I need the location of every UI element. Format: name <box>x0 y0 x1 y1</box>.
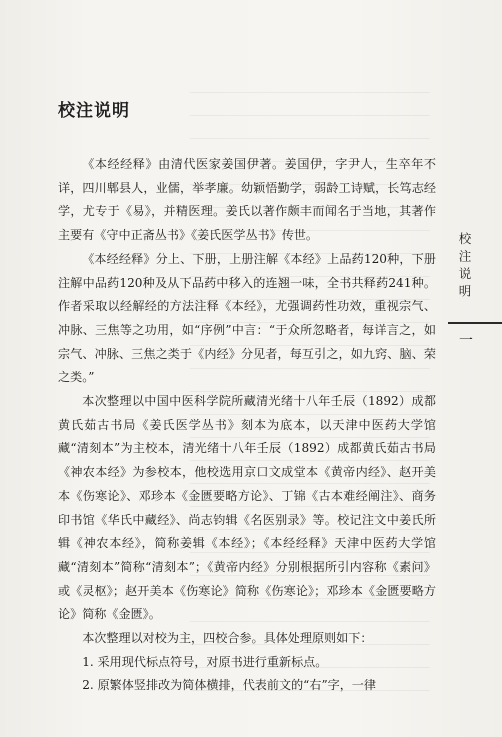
paragraph-editions: 本次整理以中国中医科学院所藏清光绪十八年壬辰（1892）成都黄氏茹古书局《姜氏医学丛书》刻本为底本，以天津中医药大学馆藏“清刻本”为主校本，清光绪十八年壬辰（1892）成都黄氏茹古书局《神农本经》为参校本，他校选用京口文成堂本《黄帝内经》、赵开美本《伤寒论》、邓珍本《金匮要略方论》、丁锦《古本难经阐注》、商务印书馆《华氏中藏经》、尚志钧辑《名医别录》等。校记注文中姜氏所辑《神农本经》，简称姜辑《本经》；《本经经释》天津中医药大学馆藏“清刻本”简称“清刻本”；《黄帝内经》分别根据所引内容称《素问》或《灵枢》；赵开美本《伤寒论》简称《伤寒论》；邓珍本《金匮要略方论》简称《金匮》。 <box>58 394 436 622</box>
section-title: 校注说明 <box>58 101 130 121</box>
running-section-label: 校注说明 <box>457 232 472 302</box>
paragraph-principles-intro: 本次整理以对校为主，四校合参。具体处理原则如下： <box>82 631 373 646</box>
paragraph-author-intro: 《本经经释》由清代医家姜国伊著。姜国伊，字尹人，生卒年不详，四川郫县人，业儒，举孝廉。幼颖悟勤学，弱龄工诗赋，长笃志经学，尤专于《易》，并精医理。姜氏以著作颇丰而闻名于当地，其著作主要有《守中正斋丛书》《姜氏医学丛书》传世。 <box>58 157 436 243</box>
principle-item-2: 2. 原繁体竖排改为简体横排，代表前文的“右”字，一律 <box>82 678 376 693</box>
body-text <box>58 153 436 698</box>
principle-item-1: 1. 采用现代标点符号，对原书进行重新标点。 <box>82 654 328 669</box>
page-number: 一 <box>459 333 473 349</box>
paragraph-book-structure: 《本经经释》分上、下册，上册注解《本经》上品药120种，下册注解中品药120种及从下品药中移入的连翘一味，全书共释药241种。作者采取以经解经的方法注释《本经》，尤强调药性功效，重视宗气、冲脉、三焦等之功用，如“序例”中言：“于众所忽略者，每详言之，如宗气、冲脉、三焦之类于《内经》分见者，每互引之，如九窍、脑、荣之类。” <box>58 251 436 385</box>
side-divider-rule <box>448 322 502 324</box>
